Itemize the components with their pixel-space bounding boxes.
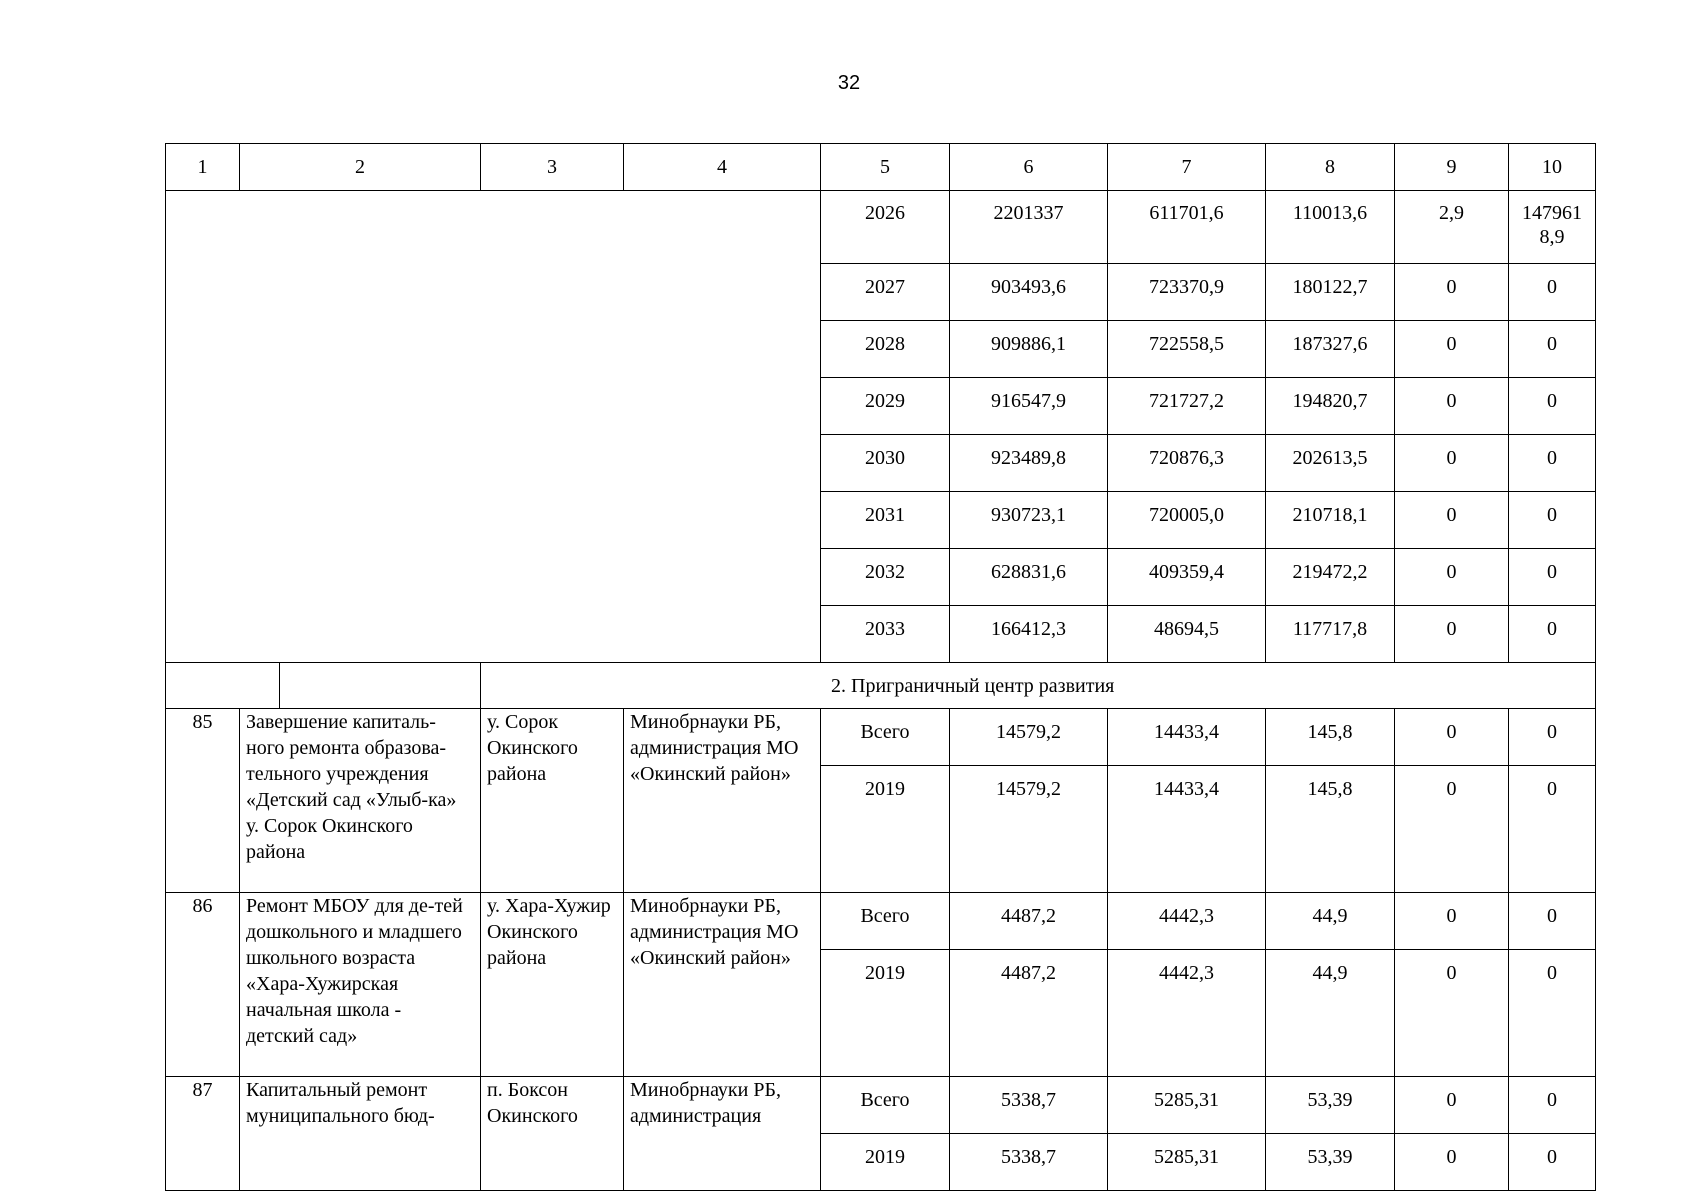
value-cell: 53,39 [1266, 1077, 1395, 1134]
entry-number: 86 [166, 893, 240, 1077]
entry-executor: Минобрнауки РБ, администрация МО «Окинский район» [624, 893, 821, 1077]
value-cell: 53,39 [1266, 1134, 1395, 1191]
value-cell: 202613,5 [1266, 435, 1395, 492]
value-cell: 219472,2 [1266, 549, 1395, 606]
value-cell: 4487,2 [950, 893, 1108, 950]
value-cell: 0 [1509, 378, 1596, 435]
value-cell: 0 [1509, 264, 1596, 321]
value-cell: 0 [1395, 1134, 1509, 1191]
value-cell: 5285,31 [1108, 1077, 1266, 1134]
entry-name: Капитальный ремонт муниципального бюд- [240, 1077, 481, 1191]
budget-table [165, 143, 1596, 1191]
value-cell: 117717,8 [1266, 606, 1395, 663]
value-cell: 2201337 [950, 191, 1108, 264]
header-cell: 5 [821, 144, 950, 191]
header-cell: 8 [1266, 144, 1395, 191]
entry-name: Завершение капиталь-ного ремонта образова-тельного учреждения «Детский сад «Улыб-ка» у. Сорок Окинского района [240, 709, 481, 893]
value-cell: 145,8 [1266, 709, 1395, 766]
value-cell: 0 [1509, 1077, 1596, 1134]
header-cell: 9 [1395, 144, 1509, 191]
year-cell: 2032 [821, 549, 950, 606]
page-number: 32 [837, 72, 861, 94]
table-row [166, 1077, 1596, 1134]
value-cell: 0 [1509, 709, 1596, 766]
entry-number: 87 [166, 1077, 240, 1191]
year-cell: Всего [821, 709, 950, 766]
header-cell: 3 [481, 144, 624, 191]
section-number-cell [166, 663, 481, 709]
entry-place: у. Хара-Хужир Окинского района [481, 893, 624, 1077]
value-cell: 210718,1 [1266, 492, 1395, 549]
section-title: 2. Приграничный центр развития [481, 663, 1596, 709]
value-cell: 2,9 [1395, 191, 1509, 264]
value-cell: 48694,5 [1108, 606, 1266, 663]
value-cell: 14579,2 [950, 766, 1108, 893]
value-cell: 5338,7 [950, 1077, 1108, 1134]
entry-executor: Минобрнауки РБ, администрация МО «Окинский район» [624, 709, 821, 893]
value-cell: 0 [1509, 435, 1596, 492]
value-cell: 0 [1395, 950, 1509, 1077]
header-cell: 10 [1509, 144, 1596, 191]
entry-place: у. Сорок Окинского района [481, 709, 624, 893]
year-cell: Всего [821, 1077, 950, 1134]
entry-number: 85 [166, 709, 240, 893]
value-cell: 930723,1 [950, 492, 1108, 549]
value-cell: 0 [1509, 893, 1596, 950]
value-cell: 0 [1509, 321, 1596, 378]
value-cell: 916547,9 [950, 378, 1108, 435]
value-cell: 14433,4 [1108, 766, 1266, 893]
merged-empty-cell [166, 191, 821, 663]
year-cell: 2019 [821, 1134, 950, 1191]
header-cell: 4 [624, 144, 821, 191]
header-cell: 6 [950, 144, 1108, 191]
value-cell: 44,9 [1266, 950, 1395, 1077]
year-cell: 2031 [821, 492, 950, 549]
year-cell: 2019 [821, 950, 950, 1077]
value-cell: 1479618,9 [1509, 191, 1596, 264]
header-cell: 2 [240, 144, 481, 191]
value-cell: 0 [1509, 606, 1596, 663]
year-cell: 2027 [821, 264, 950, 321]
year-cell: 2030 [821, 435, 950, 492]
value-cell: 721727,2 [1108, 378, 1266, 435]
entry-place: п. Боксон Окинского [481, 1077, 624, 1191]
value-cell: 0 [1395, 766, 1509, 893]
table-row [166, 893, 1596, 950]
entry-executor: Минобрнауки РБ, администрация [624, 1077, 821, 1191]
value-cell: 0 [1509, 492, 1596, 549]
value-cell: 110013,6 [1266, 191, 1395, 264]
value-cell: 5285,31 [1108, 1134, 1266, 1191]
header-row [166, 144, 1596, 191]
entry-name: Ремонт МБОУ для де-тей дошкольного и младшего школьного возраста «Хара-Хужирская начальная школа - детский сад» [240, 893, 481, 1077]
value-cell: 923489,8 [950, 435, 1108, 492]
value-cell: 0 [1395, 435, 1509, 492]
value-cell: 145,8 [1266, 766, 1395, 893]
value-cell: 180122,7 [1266, 264, 1395, 321]
value-cell: 0 [1395, 709, 1509, 766]
table-row [166, 191, 1596, 264]
value-cell: 722558,5 [1108, 321, 1266, 378]
year-cell: 2019 [821, 766, 950, 893]
year-cell: 2029 [821, 378, 950, 435]
value-cell: 903493,6 [950, 264, 1108, 321]
value-cell: 14579,2 [950, 709, 1108, 766]
value-cell: 187327,6 [1266, 321, 1395, 378]
value-cell: 720876,3 [1108, 435, 1266, 492]
table-row [166, 709, 1596, 766]
value-cell: 720005,0 [1108, 492, 1266, 549]
value-cell: 0 [1509, 766, 1596, 893]
value-cell: 0 [1395, 893, 1509, 950]
value-cell: 14433,4 [1108, 709, 1266, 766]
value-cell: 44,9 [1266, 893, 1395, 950]
value-cell: 0 [1395, 1077, 1509, 1134]
header-cell: 1 [166, 144, 240, 191]
value-cell: 0 [1509, 950, 1596, 1077]
value-cell: 4442,3 [1108, 893, 1266, 950]
year-cell: 2026 [821, 191, 950, 264]
value-cell: 909886,1 [950, 321, 1108, 378]
value-cell: 4487,2 [950, 950, 1108, 1077]
value-cell: 0 [1395, 378, 1509, 435]
value-cell: 628831,6 [950, 549, 1108, 606]
year-cell: 2028 [821, 321, 950, 378]
value-cell: 5338,7 [950, 1134, 1108, 1191]
value-cell: 0 [1395, 321, 1509, 378]
value-cell: 4442,3 [1108, 950, 1266, 1077]
value-cell: 0 [1395, 264, 1509, 321]
value-cell: 611701,6 [1108, 191, 1266, 264]
section-row [166, 663, 1596, 709]
value-cell: 0 [1395, 606, 1509, 663]
value-cell: 409359,4 [1108, 549, 1266, 606]
value-cell: 723370,9 [1108, 264, 1266, 321]
value-cell: 0 [1509, 549, 1596, 606]
value-cell: 0 [1395, 492, 1509, 549]
year-cell: Всего [821, 893, 950, 950]
year-cell: 2033 [821, 606, 950, 663]
value-cell: 194820,7 [1266, 378, 1395, 435]
value-cell: 0 [1395, 549, 1509, 606]
value-cell: 166412,3 [950, 606, 1108, 663]
header-cell: 7 [1108, 144, 1266, 191]
value-cell: 0 [1509, 1134, 1596, 1191]
